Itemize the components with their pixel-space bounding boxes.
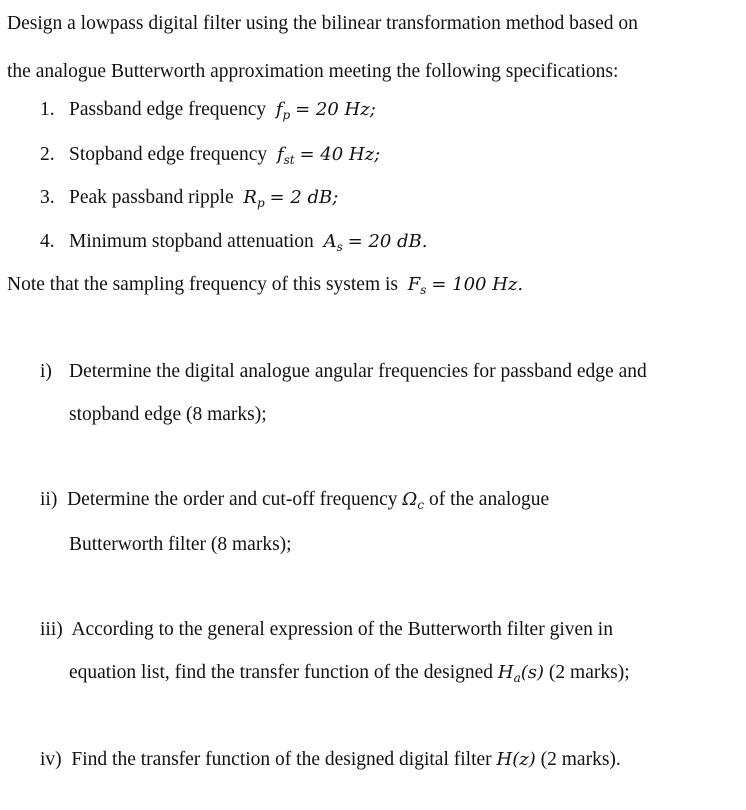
question-iii-line-2 (69, 661, 630, 685)
spec-symbol: $f_{st}$ (276, 144, 295, 167)
spec-number: 3. (40, 187, 55, 208)
question-ii-line-2: Butterworth filter (8 marks); (69, 534, 292, 555)
note-symbol: $F_s$ (407, 274, 427, 297)
question-text: According to the general expression of the Butterworth filter given in (71, 619, 613, 640)
question-number: i) (40, 361, 52, 382)
spec-value: = 20 dB. (347, 231, 428, 252)
question-iii-line-1 (40, 618, 613, 642)
spec-number: 1. (40, 99, 55, 120)
question-text: Determine the digital analogue angular frequencies for passband edge and (69, 361, 647, 382)
spec-label: Passband edge frequency (69, 99, 267, 120)
question-text: (2 marks); (548, 662, 630, 683)
note-text: Note that the sampling frequency of this system is (7, 274, 399, 295)
question-iv-line-1 (40, 748, 621, 772)
spec-symbol: $A_s$ (323, 231, 343, 254)
question-ii-line-1 (40, 488, 549, 512)
spec-item-1 (40, 98, 376, 122)
transfer-function-symbol: $H_a(s)$ (497, 662, 545, 685)
note-value: = 100 Hz. (431, 274, 524, 295)
spec-item-2 (40, 143, 380, 167)
digital-transfer-symbol: H(z) (496, 749, 536, 770)
question-text: (2 marks). (540, 749, 621, 770)
question-text: Determine the order and cut-off frequency (67, 489, 398, 510)
spec-item-3 (40, 186, 338, 210)
spec-label: Stopband edge frequency (69, 144, 268, 165)
spec-value: = 2 dB; (269, 187, 339, 208)
spec-label: Minimum stopband attenuation (69, 231, 314, 252)
spec-number: 4. (40, 231, 55, 252)
spec-symbol: $f_p$ (275, 99, 291, 122)
question-i-line-1 (40, 360, 647, 384)
spec-value: = 40 Hz; (299, 144, 381, 165)
question-text: Find the transfer function of the designed digital filter (71, 749, 492, 770)
question-text: equation list, find the transfer function of the designed (69, 662, 494, 683)
sampling-note (7, 273, 523, 297)
intro-line-2: the analogue Butterworth approximation meeting the following specifications: (7, 61, 619, 82)
spec-value: = 20 Hz; (295, 99, 376, 120)
cutoff-symbol: $\Omega_c$ (402, 489, 425, 512)
spec-symbol: $R_p$ (243, 187, 265, 210)
question-text: of the analogue (428, 489, 550, 510)
spec-item-4 (40, 230, 428, 254)
intro-line-1: Design a lowpass digital filter using the bilinear transformation method based on (7, 13, 638, 34)
question-i-line-2: stopband edge (8 marks); (69, 404, 267, 425)
question-number: ii) (40, 489, 58, 510)
spec-label: Peak passband ripple (69, 187, 234, 208)
spec-number: 2. (40, 144, 55, 165)
question-number: iv) (40, 749, 62, 770)
question-number: iii) (40, 619, 63, 640)
